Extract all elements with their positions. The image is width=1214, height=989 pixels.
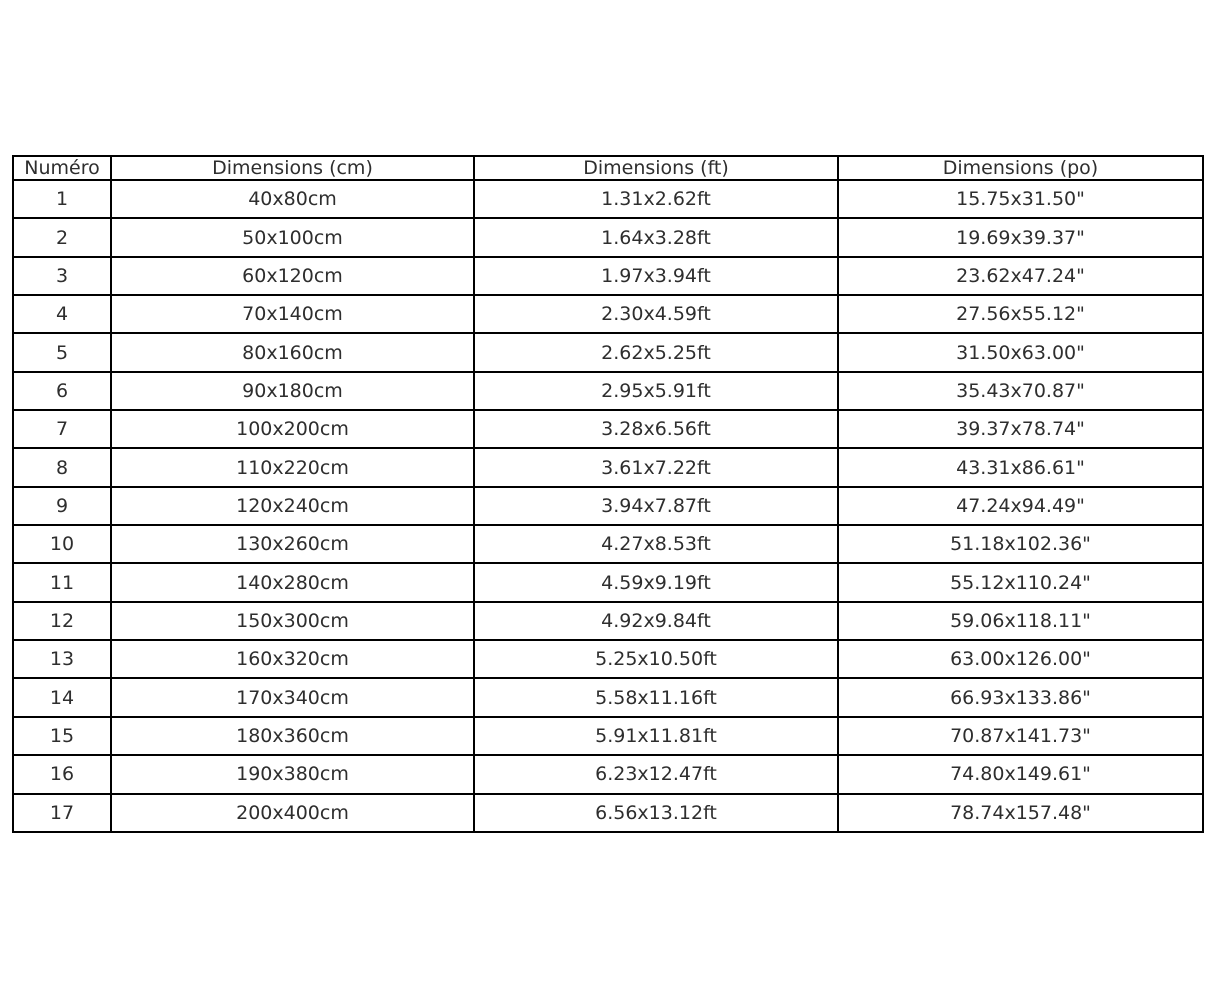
table-row xyxy=(13,602,1203,640)
cell-numero: 2 xyxy=(13,218,111,256)
header-dimensions-po: Dimensions (po) xyxy=(838,156,1203,180)
cell-dimensions-cm: 50x100cm xyxy=(111,218,474,256)
cell-dimensions-ft: 1.31x2.62ft xyxy=(474,180,838,218)
cell-dimensions-ft: 4.59x9.19ft xyxy=(474,563,838,601)
cell-numero: 8 xyxy=(13,448,111,486)
cell-numero: 11 xyxy=(13,563,111,601)
cell-numero: 9 xyxy=(13,487,111,525)
cell-dimensions-po: 27.56x55.12" xyxy=(838,295,1203,333)
cell-dimensions-po: 74.80x149.61" xyxy=(838,755,1203,793)
cell-dimensions-po: 19.69x39.37" xyxy=(838,218,1203,256)
table-row xyxy=(13,678,1203,716)
cell-dimensions-po: 39.37x78.74" xyxy=(838,410,1203,448)
cell-dimensions-po: 31.50x63.00" xyxy=(838,333,1203,371)
cell-dimensions-cm: 180x360cm xyxy=(111,717,474,755)
cell-numero: 13 xyxy=(13,640,111,678)
table-row xyxy=(13,257,1203,295)
table-row xyxy=(13,563,1203,601)
cell-dimensions-ft: 2.30x4.59ft xyxy=(474,295,838,333)
cell-dimensions-ft: 3.28x6.56ft xyxy=(474,410,838,448)
cell-dimensions-ft: 4.27x8.53ft xyxy=(474,525,838,563)
cell-numero: 10 xyxy=(13,525,111,563)
cell-dimensions-cm: 150x300cm xyxy=(111,602,474,640)
cell-dimensions-ft: 1.97x3.94ft xyxy=(474,257,838,295)
table-row xyxy=(13,525,1203,563)
cell-dimensions-po: 66.93x133.86" xyxy=(838,678,1203,716)
cell-dimensions-ft: 5.91x11.81ft xyxy=(474,717,838,755)
cell-dimensions-cm: 140x280cm xyxy=(111,563,474,601)
table-row xyxy=(13,755,1203,793)
cell-dimensions-cm: 200x400cm xyxy=(111,794,474,833)
cell-dimensions-ft: 2.62x5.25ft xyxy=(474,333,838,371)
table-row xyxy=(13,640,1203,678)
cell-numero: 1 xyxy=(13,180,111,218)
cell-dimensions-po: 70.87x141.73" xyxy=(838,717,1203,755)
cell-dimensions-ft: 1.64x3.28ft xyxy=(474,218,838,256)
cell-dimensions-cm: 100x200cm xyxy=(111,410,474,448)
cell-dimensions-cm: 190x380cm xyxy=(111,755,474,793)
cell-numero: 15 xyxy=(13,717,111,755)
cell-dimensions-po: 35.43x70.87" xyxy=(838,372,1203,410)
cell-dimensions-po: 55.12x110.24" xyxy=(838,563,1203,601)
cell-dimensions-cm: 40x80cm xyxy=(111,180,474,218)
cell-dimensions-cm: 170x340cm xyxy=(111,678,474,716)
cell-numero: 3 xyxy=(13,257,111,295)
cell-dimensions-po: 59.06x118.11" xyxy=(838,602,1203,640)
cell-dimensions-ft: 3.61x7.22ft xyxy=(474,448,838,486)
cell-dimensions-ft: 5.58x11.16ft xyxy=(474,678,838,716)
cell-dimensions-ft: 3.94x7.87ft xyxy=(474,487,838,525)
table-row xyxy=(13,410,1203,448)
dimensions-table xyxy=(12,155,1204,833)
header-dimensions-ft: Dimensions (ft) xyxy=(474,156,838,180)
cell-dimensions-cm: 160x320cm xyxy=(111,640,474,678)
cell-numero: 7 xyxy=(13,410,111,448)
cell-dimensions-cm: 70x140cm xyxy=(111,295,474,333)
table-row xyxy=(13,372,1203,410)
table-row xyxy=(13,333,1203,371)
header-row xyxy=(13,156,1203,180)
table-row xyxy=(13,180,1203,218)
cell-numero: 5 xyxy=(13,333,111,371)
cell-dimensions-po: 15.75x31.50" xyxy=(838,180,1203,218)
cell-dimensions-po: 51.18x102.36" xyxy=(838,525,1203,563)
cell-dimensions-cm: 60x120cm xyxy=(111,257,474,295)
cell-dimensions-po: 47.24x94.49" xyxy=(838,487,1203,525)
table-row xyxy=(13,295,1203,333)
cell-dimensions-cm: 120x240cm xyxy=(111,487,474,525)
cell-dimensions-ft: 5.25x10.50ft xyxy=(474,640,838,678)
cell-dimensions-ft: 6.23x12.47ft xyxy=(474,755,838,793)
cell-numero: 6 xyxy=(13,372,111,410)
table-row xyxy=(13,448,1203,486)
table-row xyxy=(13,218,1203,256)
cell-dimensions-ft: 6.56x13.12ft xyxy=(474,794,838,833)
cell-dimensions-po: 63.00x126.00" xyxy=(838,640,1203,678)
cell-dimensions-cm: 130x260cm xyxy=(111,525,474,563)
cell-dimensions-cm: 80x160cm xyxy=(111,333,474,371)
cell-numero: 16 xyxy=(13,755,111,793)
cell-numero: 4 xyxy=(13,295,111,333)
cell-dimensions-cm: 110x220cm xyxy=(111,448,474,486)
cell-dimensions-po: 43.31x86.61" xyxy=(838,448,1203,486)
table-body xyxy=(13,180,1203,832)
cell-dimensions-po: 78.74x157.48" xyxy=(838,794,1203,833)
cell-numero: 12 xyxy=(13,602,111,640)
table-row xyxy=(13,717,1203,755)
header-numero: Numéro xyxy=(13,156,111,180)
cell-dimensions-ft: 4.92x9.84ft xyxy=(474,602,838,640)
table-row xyxy=(13,794,1203,833)
table-row xyxy=(13,487,1203,525)
cell-numero: 14 xyxy=(13,678,111,716)
header-dimensions-cm: Dimensions (cm) xyxy=(111,156,474,180)
cell-dimensions-ft: 2.95x5.91ft xyxy=(474,372,838,410)
cell-dimensions-po: 23.62x47.24" xyxy=(838,257,1203,295)
cell-dimensions-cm: 90x180cm xyxy=(111,372,474,410)
cell-numero: 17 xyxy=(13,794,111,833)
